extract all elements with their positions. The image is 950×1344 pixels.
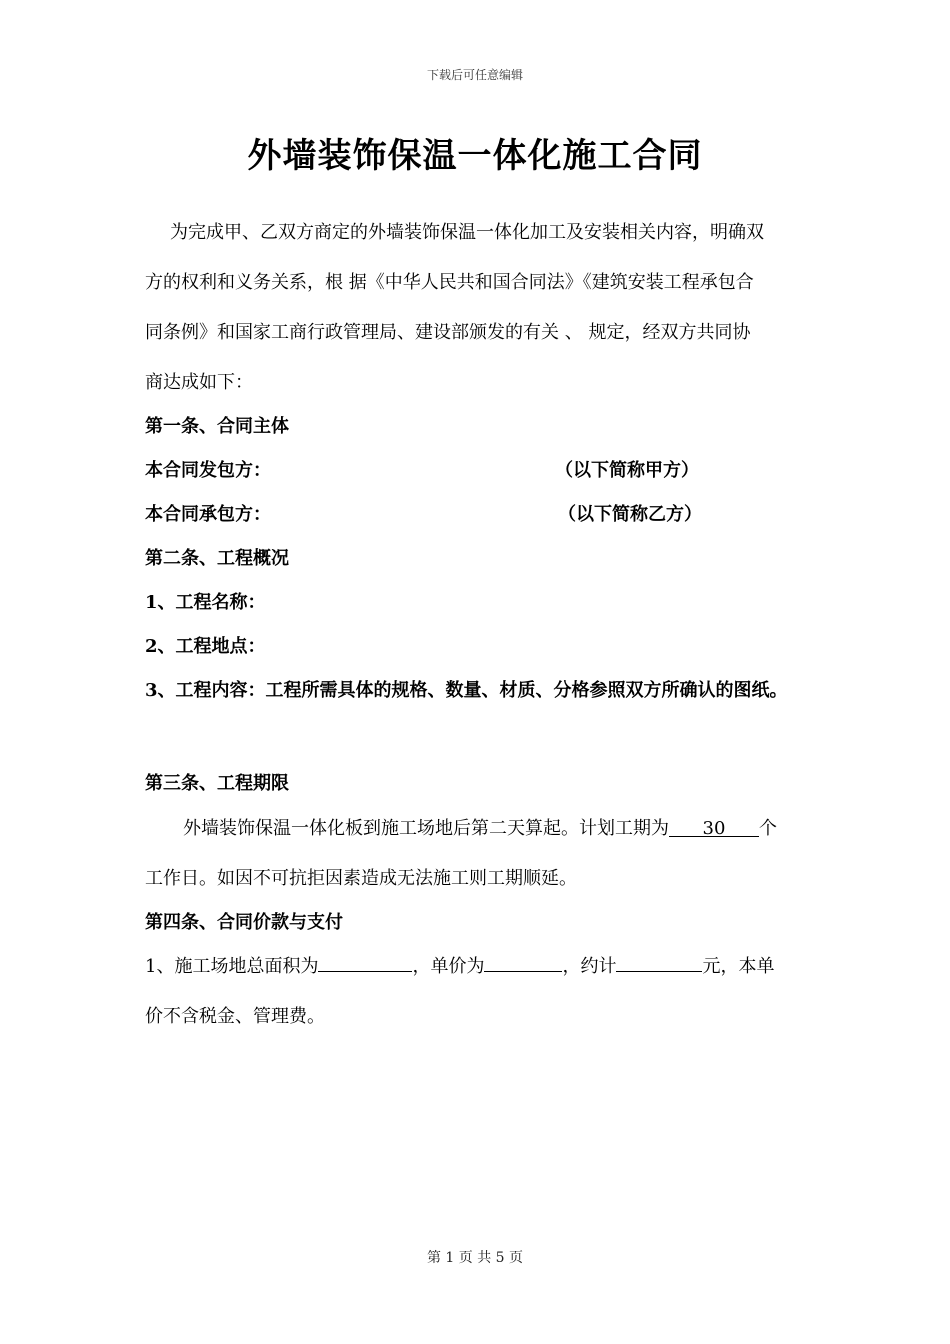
intro-line-3: 同条例》和国家工商行政管理局、建设部颁发的有关 、 规定，经双方共同协 (145, 322, 751, 343)
article3-heading: 第三条、工程期限 (145, 773, 289, 794)
price-line (145, 952, 774, 978)
document-title: 外墙装饰保温一体化施工合同 (247, 136, 703, 176)
article2-heading: 第二条、工程概况 (145, 548, 289, 569)
contractor-note: （以下简称乙方） (558, 504, 702, 525)
project-content-item: 3、工程内容：工程所需具体的规格、数量、材质、分格参照双方所确认的图纸。 (145, 680, 788, 701)
project-location-item: 2、工程地点： (145, 636, 266, 657)
area-label: 1、施工场地总面积为 (145, 956, 319, 977)
total-label: ，约计 (562, 956, 617, 977)
duration-blank: 30 (669, 818, 759, 837)
duration-line (183, 814, 777, 840)
unit-price-label: ，单价为 (412, 956, 485, 977)
contractor-label: 本合同承包方： (145, 504, 271, 525)
intro-line-2: 方的权利和义务关系，根 据《中华人民共和国合同法》《建筑安装工程承包合 (145, 272, 754, 293)
duration-prefix: 外墙装饰保温一体化板到施工场地后第二天算起。计划工期为 (183, 818, 669, 839)
price-line-2: 价不含税金、管理费。 (145, 1006, 325, 1027)
total-blank (616, 953, 702, 972)
header-note: 下载后可任意编辑 (426, 68, 523, 82)
project-name-item: 1、工程名称： (145, 592, 266, 613)
page-footer: 第 1 页 共 5 页 (426, 1250, 524, 1266)
duration-suffix: 个 (759, 818, 777, 839)
article1-heading: 第一条、合同主体 (145, 416, 289, 437)
unit-price-blank (484, 953, 562, 972)
employer-note: （以下简称甲方） (555, 460, 699, 481)
area-blank (318, 953, 412, 972)
duration-line-2: 工作日。如因不可抗拒因素造成无法施工则工期顺延。 (145, 868, 577, 889)
employer-label: 本合同发包方： (145, 460, 271, 481)
intro-line-1: 为完成甲、乙双方商定的外墙装饰保温一体化加工及安装相关内容，明确双 (170, 222, 764, 243)
article4-heading: 第四条、合同价款与支付 (145, 912, 343, 933)
total-suffix: 元，本单 (702, 956, 775, 977)
intro-line-4: 商达成如下： (145, 372, 253, 393)
